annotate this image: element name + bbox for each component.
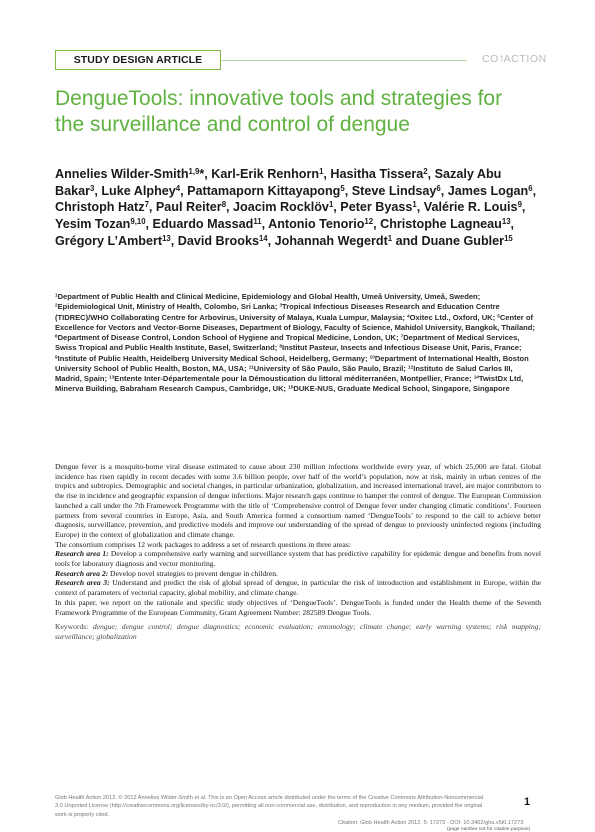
affiliation-number: 7 (400, 333, 404, 339)
author-name: Pattamaporn Kittayapong (187, 183, 341, 198)
author-name: Valérie R. Louis (423, 200, 518, 215)
affiliation-text: University of São Paulo, São Paulo, Brazil; (253, 363, 409, 373)
author-name: Antonio Tenorio (268, 217, 365, 232)
author-name: David Brooks (177, 233, 259, 248)
affiliation-text: Center of Excellence for Vectors and Vector-Borne Diseases, Department of Biology, Faculty of Science, Mahidol University, Bangkok, Thailand; (55, 312, 535, 332)
author-separator: , (226, 200, 234, 215)
affiliation-number: 4 (406, 313, 410, 319)
author-separator: , (145, 217, 153, 232)
affiliation-text: Epidemiological Unit, Ministry of Health, Colombo, Sri Lanka; (57, 302, 280, 312)
author-separator: , (267, 233, 275, 248)
author-affiliation-ref: 4 (175, 183, 181, 193)
abstract-paragraph: In this paper, we report on the rationale and specific study objectives of ‘DengueTools’. DengueTools is funded under the Health theme of the Seventh Framework Programme of the European Community, Grant Agreement Number: 282589 Dengue Tools. (55, 597, 541, 617)
author-name: Luke Alphey (101, 183, 176, 198)
author-affiliation-ref: 1 (328, 200, 334, 210)
author-name: Annelies Wilder-Smith (55, 167, 189, 181)
author-separator: , (344, 183, 352, 198)
author-affiliation-ref: 3 (90, 183, 95, 193)
research-area-label: Research area 3: (55, 578, 110, 588)
affiliation-text: Oxitec Ltd., Oxford, UK; (409, 312, 498, 322)
author-affiliation-ref: 9,10 (130, 217, 146, 227)
affiliation-number: 3 (279, 302, 283, 308)
affiliation-number: 15 (288, 384, 294, 390)
research-area-text: Develop a comprehensive early warning and surveillance system that has predictive capability for epidemic dengue and benefits from novel tools for laboratory diagnosis and vector monitoring. (55, 549, 542, 569)
author-affiliation-ref: 1 (387, 233, 393, 243)
author-separator: , (180, 183, 188, 198)
affiliation-text: Department of Public Health and Clinical Medicine, Epidemiology and Global Health, Umeå University, Umeå, Sweden; (57, 292, 481, 301)
author-separator: , (416, 200, 424, 215)
author-name: Karl-Erik Renhorn (211, 167, 320, 181)
affiliation-text: Institute of Public Health, Heidelberg University Medical School, Heidelberg, Germany; (57, 353, 370, 363)
author-affiliation-ref: 1,9 (188, 167, 200, 177)
author-name: Christoph Hatz (55, 200, 145, 215)
author-name: Steve Lindsay (351, 183, 437, 198)
author-separator: , (148, 200, 156, 215)
affiliation-text: Department of Disease Control, London School of Hygiene and Tropical Medicine, London, UK; (57, 333, 401, 342)
author-affiliation-ref: 12 (364, 217, 374, 227)
author-name: Grégory L’Ambert (55, 233, 163, 248)
author-affiliation-ref: 6 (528, 183, 533, 193)
author-affiliation-ref: 1 (319, 167, 324, 177)
author-separator: , (373, 217, 381, 232)
publisher-logo: CO˦ACTION (482, 53, 547, 65)
author-affiliation-ref: 8 (221, 200, 227, 210)
affiliation-number: 14 (473, 374, 479, 380)
affiliation-number: 12 (408, 364, 414, 370)
page-number: 1 (524, 796, 531, 808)
citation: Citation: Glob Health Action 2012, 5: 17273 - DOI: 10.3402/gha.v5i0.17273 (338, 820, 524, 826)
affiliation-text: DUKE-NUS, Graduate Medical School, Singapore, Singapore (293, 384, 510, 394)
author-separator: , (170, 233, 178, 248)
affiliation-number: 5 (497, 313, 500, 319)
author-name: Johannah Wegerdt (274, 233, 388, 248)
affiliation-number: 6 (55, 333, 58, 339)
affiliation-number: 10 (369, 354, 375, 360)
header-rule (221, 60, 467, 61)
author-affiliation-ref: 11 (253, 217, 262, 227)
author-name: Paul Reiter (155, 200, 222, 215)
author-name: Yesim Tozan (55, 217, 131, 232)
affiliation-text: Department of International Health, Boston University School of Public Health, Boston, MA, USA; (55, 353, 529, 373)
author-affiliation-ref: 5 (340, 183, 345, 193)
research-area-text: Understand and predict the risk of global spread of dengue, in particular the risk of introduction and establishment in Europe, within the context of parameters of vectorial capacity, global mobility, and climate change. (55, 578, 541, 598)
keywords (55, 622, 541, 641)
author-list (55, 166, 545, 250)
abstract-paragraph: Dengue fever is a mosquito-borne viral disease estimated to cause about 230 million infections worldwide every year, of which 25,000 are fatal. Global incidence has risen rapidly in recent decades with some 3.6 billion people, over half of the world’s population, now at risk, mainly in urban centres of the tropics and subtropics. Demographic and societal changes, in particular urbanization, globalization, and increased international travel, are major contributors to the rise in incidence and geographic expansion of dengue infections. Major research gaps continue to hamper the control of dengue. The European Commission launched a call under the 7th Framework Programme with the title of ‘Comprehensive control of Dengue fever under changing climatic conditions’. Fourteen partners from several countries in Europe, Asia, and South America formed a consortium named ‘DengueTools’ to respond to the call to achieve better diagnosis, surveillance, prevention, and predictive models and improve our understanding of the spread of dengue to previously uninfected regions (including Europe) in the context of globalization and climate change. (55, 462, 541, 539)
author-name: Peter Byass (340, 200, 413, 215)
affiliation-number: 1 (55, 292, 58, 298)
affiliation-number: 9 (55, 354, 58, 360)
keywords-label: Keywords: (55, 622, 93, 632)
affiliation-number: 11 (248, 364, 254, 370)
article-title: DengueTools: innovative tools and strategies for the surveillance and control of dengue (55, 87, 503, 136)
author-separator: , (440, 183, 448, 198)
author-affiliation-ref: 15 (504, 233, 513, 243)
research-area-label: Research area 1: (55, 549, 109, 559)
author-separator: and (392, 233, 422, 248)
author-separator: , (532, 183, 537, 198)
affiliation-number: 2 (55, 302, 58, 308)
author-affiliation-ref: 1 (412, 200, 417, 210)
author-name: Eduardo Massad (152, 217, 254, 232)
page-number-note: (page number not for citation purpose) (447, 827, 531, 832)
abstract (55, 462, 541, 642)
affiliation-text: Institut Pasteur, Insects and Infectious Disease Unit, Paris, France; (281, 343, 522, 353)
author-separator: , (261, 217, 269, 232)
author-separator: , (521, 200, 526, 215)
research-area-text: Develop novel strategies to prevent dengue in children. (108, 568, 278, 578)
affiliation-text: Tropical Infectious Diseases Research and Education Centre (TIDREC)/WHO Collaborating Centre for Arbovirus, University of Malaya, Kuala Lumpur, Malaysia; (55, 302, 500, 322)
author-separator: , (323, 167, 331, 181)
affiliations (55, 292, 540, 395)
author-name: Hasitha Tissera (330, 167, 424, 181)
author-affiliation-ref: 9 (517, 200, 522, 210)
author-affiliation-ref: 13 (162, 233, 171, 243)
author-name: Christophe Lagneau (380, 217, 502, 232)
author-name: Sazaly Abu Bakar (55, 167, 502, 198)
author-affiliation-ref: 14 (258, 233, 268, 243)
affiliation-text: Department of Medical Services, Swiss Tropical and Public Health Institute, Basel, Switzerland; (55, 333, 520, 353)
corresponding-author-mark: * (199, 167, 205, 181)
author-name: James Logan (447, 183, 529, 198)
keywords-text: dengue; dengue control; dengue diagnostics; economic evaluation; entomology; climate change; early warning systems; risk mapping; surveillance; globalization (55, 622, 541, 641)
affiliation-number: 8 (279, 343, 282, 349)
author-separator: , (94, 183, 102, 198)
affiliation-number: 13 (109, 374, 115, 380)
research-area-label: Research area 2: (55, 568, 109, 578)
author-separator: , (510, 217, 515, 232)
research-area-3 (55, 578, 541, 597)
research-area-1 (55, 549, 541, 568)
affiliation-text: Instituto de Salud Carlos III, Madrid, Spain; (55, 363, 513, 383)
author-separator: , (333, 200, 341, 215)
author-name: Joacim Rocklöv (233, 200, 329, 215)
author-affiliation-ref: 2 (423, 167, 428, 177)
author-name: Duane Gubler (421, 233, 505, 248)
abstract-paragraph: The consortium comprises 12 work packages to address a set of research questions in three areas: (55, 539, 351, 549)
research-area-2 (55, 569, 541, 579)
author-affiliation-ref: 6 (436, 183, 441, 193)
license-note: Glob Health Action 2012. © 2012 Annelies Wilder-Smith et al. This is an Open Access article distributed under the terms of the Creative Commons Attribution-Noncommercial 3.0 Unported License (http://creativecommons.org/licenses/by-nc/3.0/), permitting all non-commercial use, distribution, and reproduction in any medium, provided the original work is properly cited. (55, 795, 484, 818)
author-separator: , (427, 167, 435, 181)
author-separator: , (204, 167, 212, 181)
article-type-label: STUDY DESIGN ARTICLE (55, 50, 221, 70)
affiliation-text: Entente Inter-Départementale pour la Démoustication du littoral méditerranéen, Montpellier, France; (114, 374, 474, 383)
affiliation-text: TwistDx Ltd, Minerva Building, Babraham Research Campus, Cambridge, UK; (55, 374, 524, 394)
author-affiliation-ref: 13 (501, 217, 511, 227)
author-affiliation-ref: 7 (144, 200, 149, 210)
